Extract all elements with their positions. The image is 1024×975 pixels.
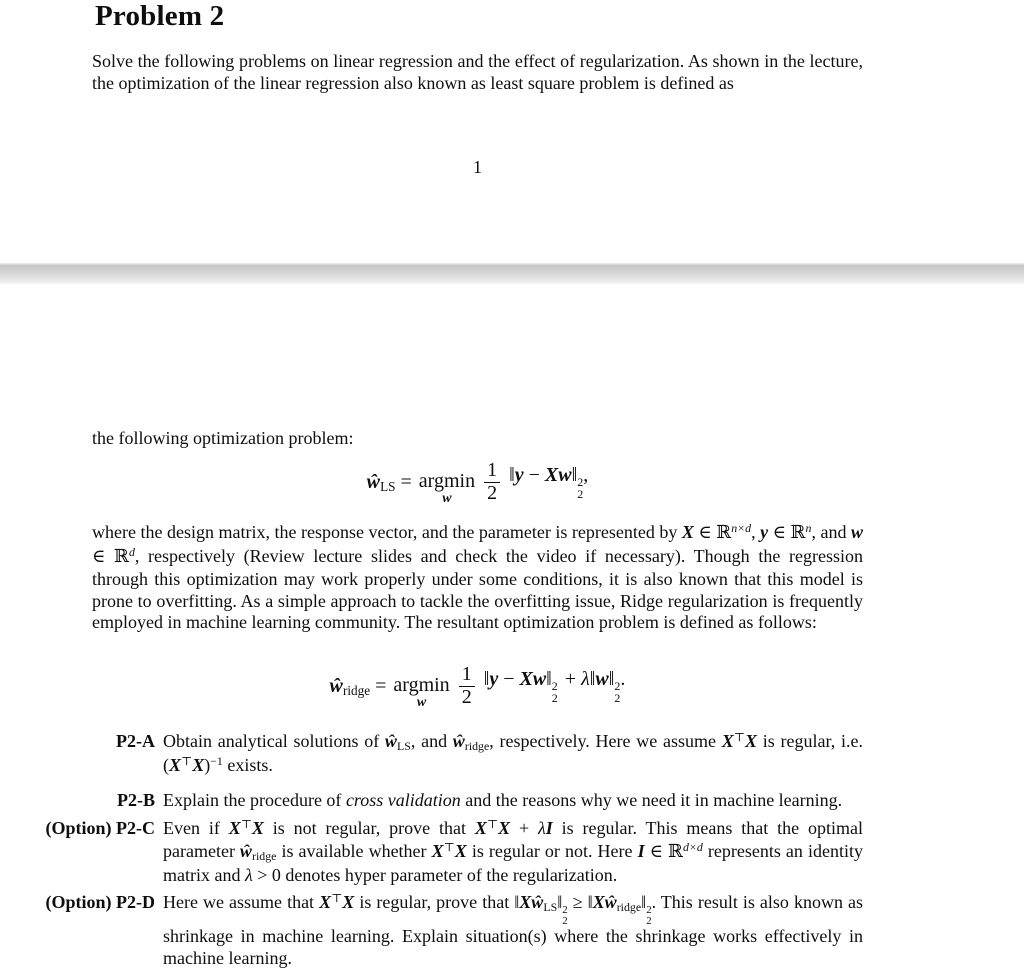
argmin-operator: argmin w — [418, 470, 476, 507]
formula-penalty-term: + λ‖w‖ 2 2 . — [564, 667, 626, 706]
problem-item-label: (Option) P2-D — [45, 892, 155, 912]
problem-item-label: P2-B — [117, 790, 155, 810]
formula-ridge — [92, 654, 863, 718]
page-title: Problem 2 — [95, 0, 225, 32]
formula-lhs: ŵLS = — [366, 470, 412, 495]
problem-item-label: (Option) P2-C — [45, 817, 155, 838]
fraction-one-half: $\frac{1}{2}$ — [484, 460, 500, 504]
intro-paragraph: Solve the following problems on linear regression and the effect of regularization. As shown in the lecture, the optimization of the linear regression also known as least square problem is defined as — [92, 51, 863, 93]
problem-list — [33, 731, 863, 969]
problem-item-text: Here we assume that X⊤X is regular, prove that ‖XŵLS‖ 2 2 ≥ ‖Xŵridge‖ 2 2 . This result is also known as shrinkage in machine learning. Explain situation(s) where the shrinkage works effectively in machine learning. — [163, 891, 863, 968]
fraction-one-half: $\frac{1}{2}$ — [459, 664, 475, 708]
problem-item-p2b — [33, 790, 863, 812]
page-divider — [0, 263, 1024, 284]
problem-item-p2d — [33, 892, 863, 969]
main-paragraph: where the design matrix, the response vector, and the parameter is represented by X ∈ ℝ$^{n\times d}$, y ∈ ℝ$^n$, and w ∈ ℝ$^d$, respectively (Review lecture slides and check the video if necessary). Though the regression through this optimization may work properly under some conditions, it is also known that this model is prone to overfitting. As a simple approach to tackle the overfitting issue, Ridge regularization is frequently employed in machine learning community. The resultant optimization problem is defined as follows: — [92, 521, 863, 632]
formula-least-squares — [92, 450, 863, 514]
problem-item-text: Explain the procedure of cross validation and the reasons why we need it in machine learning. — [163, 790, 843, 810]
argmin-operator: argmin w — [393, 674, 450, 711]
formula-norm-term: ‖y − Xw‖ 2 2 , — [509, 463, 589, 502]
problem-item-text: Even if X⊤X is not regular, prove that X⊤X + λI is regular. This means that the optimal parameter ŵridge is available whether X⊤X is regular or not. Here I ∈ ℝ$^{d\times d}$ represents an identity matrix and λ > 0 denotes hyper parameter of the regularization. — [163, 816, 863, 885]
formula-lhs: ŵridge = — [329, 674, 387, 699]
page-number: 1 — [473, 157, 482, 177]
problem-item-label: P2-A — [116, 731, 155, 751]
problem-item-text: Obtain analytical solutions of ŵLS, and ŵridge, respectively. Here we assume X⊤X is regular, i.e. $(X^⊤X)^{-1}$ exists. — [163, 730, 863, 775]
problem-item-p2c — [33, 818, 863, 887]
lead-paragraph: the following optimization problem: — [92, 428, 354, 448]
formula-norm-term: ‖y − Xw‖ 2 2 — [483, 667, 558, 706]
problem-item-p2a — [33, 731, 863, 778]
